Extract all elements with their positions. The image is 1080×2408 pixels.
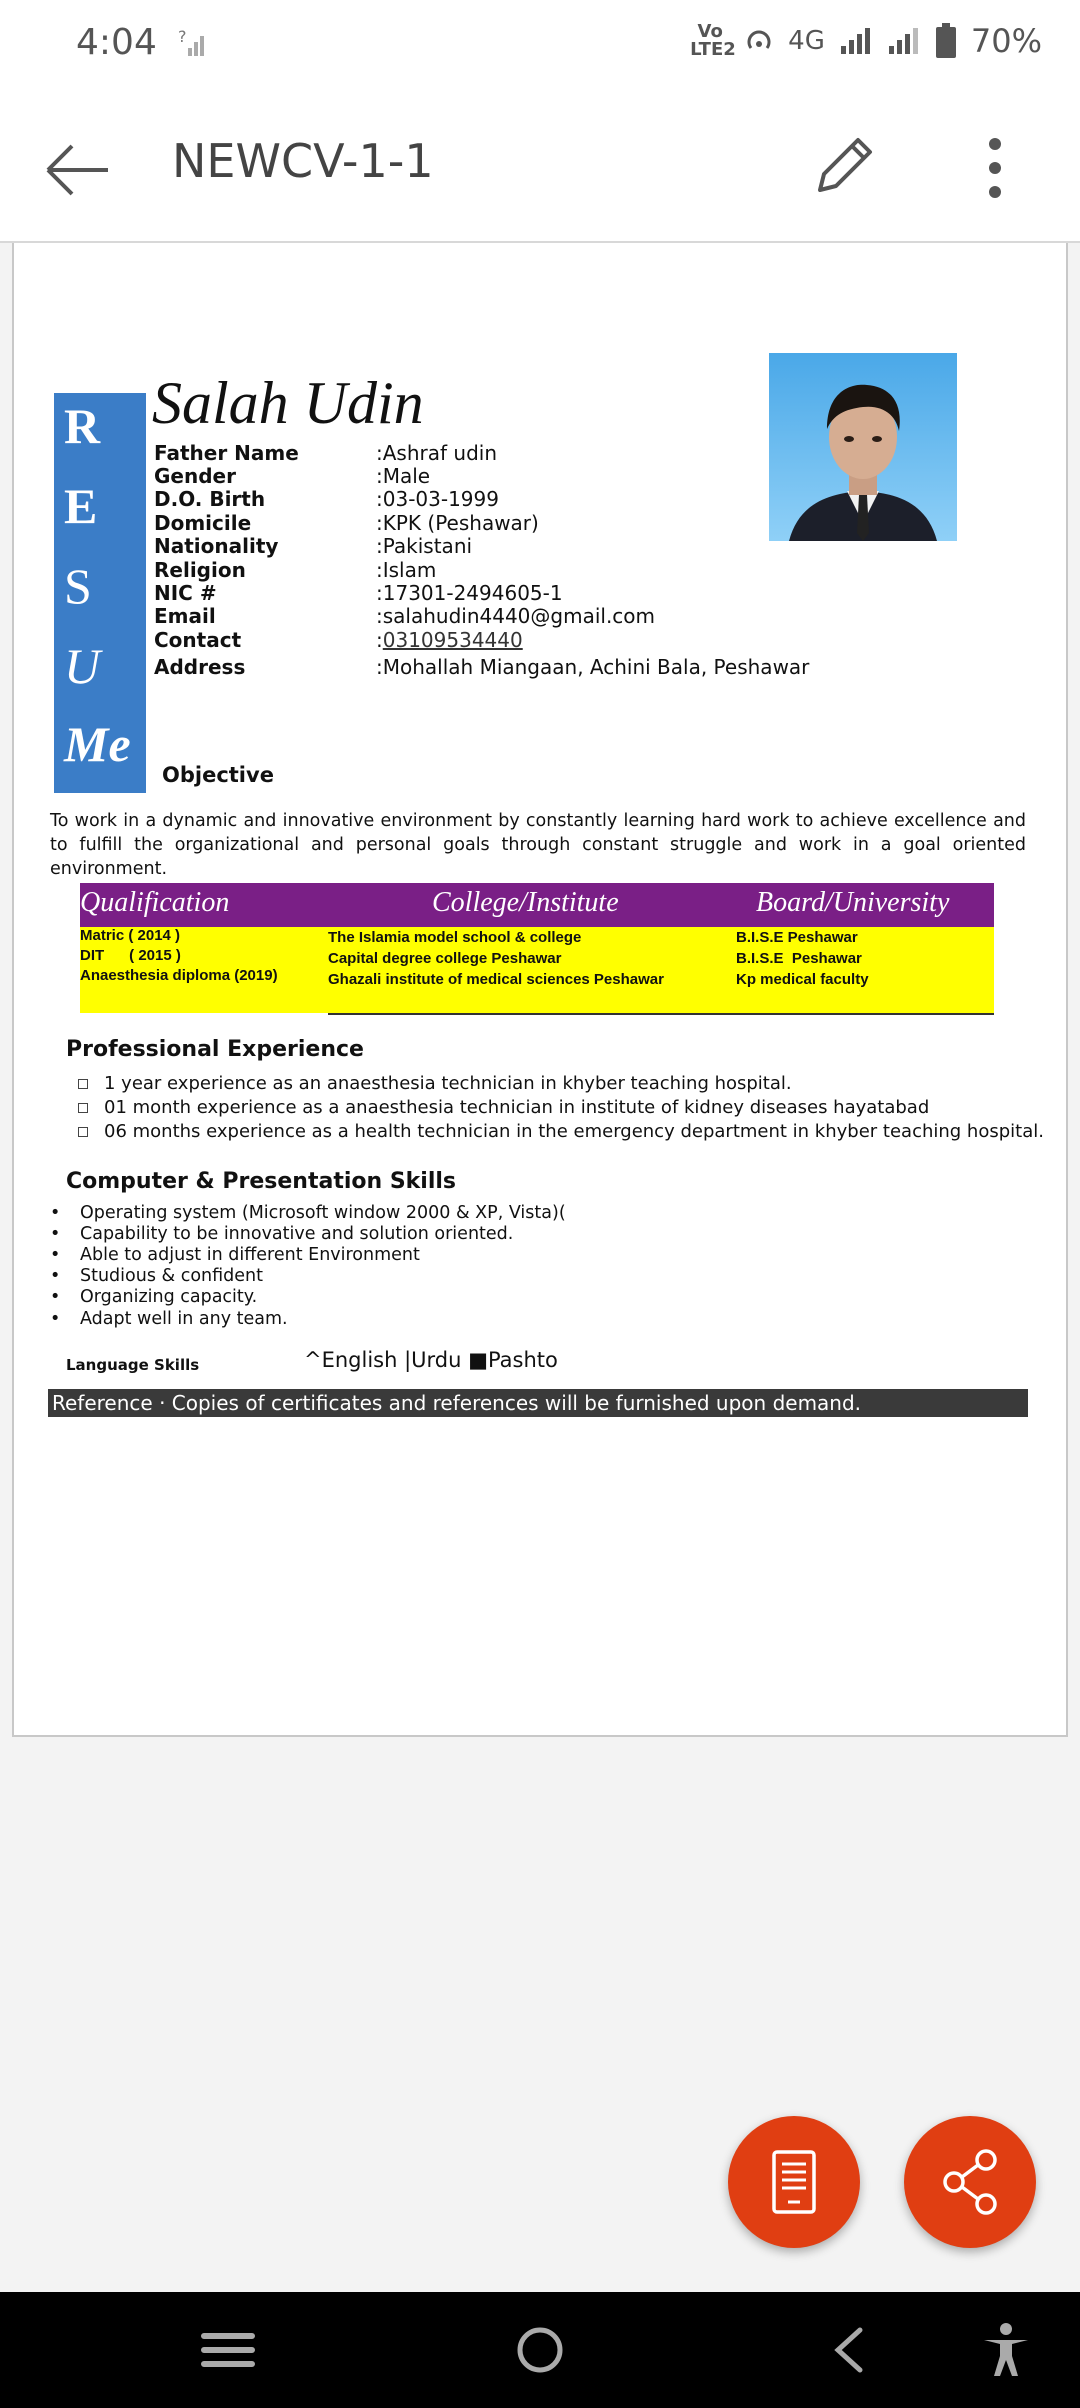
qualification-table-header: [80, 883, 994, 927]
experience-text: 06 months experience as a health technician in the emergency department in khyber teaching hospital.: [104, 1121, 1044, 1142]
info-value: :Islam: [376, 558, 437, 582]
document-icon: [728, 2116, 860, 2248]
info-label: Email: [154, 604, 216, 628]
resume-side-bar: [54, 393, 146, 793]
qual-header-board: Board/University: [756, 887, 950, 918]
language-value: ^English |Urdu ■Pashto: [304, 1348, 558, 1372]
checkbox-bullet-icon: [78, 1079, 88, 1089]
skill-text: Organizing capacity.: [80, 1287, 258, 1307]
qual-cell: B.I.S.E Peshawar: [736, 929, 858, 946]
system-nav-bar: [0, 2292, 1080, 2408]
status-bar: [0, 0, 1080, 90]
bullet-icon: •: [50, 1203, 61, 1223]
qual-cell: Ghazali institute of medical sciences Peshawar: [328, 971, 664, 988]
qualification-table: [80, 883, 994, 1013]
signal-icon-2: [887, 26, 921, 56]
pencil-icon[interactable]: [800, 126, 884, 210]
skill-text: Studious & confident: [80, 1266, 263, 1286]
info-value: :Ashraf udin: [376, 441, 497, 465]
info-label: D.O. Birth: [154, 487, 266, 511]
battery-percent: 70%: [970, 22, 1042, 60]
info-value: :salahudin4440@gmail.com: [376, 604, 656, 628]
contact-prefix: :: [376, 628, 383, 652]
info-value: :KPK (Peshawar): [376, 511, 539, 535]
objective-heading: Objective: [162, 763, 274, 787]
recents-icon[interactable]: [198, 2320, 258, 2380]
qual-cell: Matric ( 2014 ): [80, 927, 181, 944]
info-value: :Male: [376, 464, 431, 488]
bullet-icon: •: [50, 1287, 61, 1307]
skill-item: [50, 1287, 257, 1307]
skill-item: [50, 1266, 263, 1286]
document-page[interactable]: [12, 243, 1068, 1737]
checkbox-bullet-icon: [78, 1103, 88, 1113]
experience-heading: Professional Experience: [66, 1037, 364, 1062]
bullet-icon: •: [50, 1224, 61, 1244]
share-button[interactable]: [904, 2116, 1036, 2248]
skill-text: Adapt well in any team.: [80, 1309, 288, 1329]
qual-cell: B.I.S.E Peshawar: [736, 950, 862, 967]
info-label: NIC #: [154, 581, 217, 605]
qual-cell: DIT ( 2015 ): [80, 947, 181, 964]
contact-link[interactable]: 03109534440: [382, 628, 523, 652]
network-type: 4G: [788, 26, 825, 56]
bullet-icon: •: [50, 1266, 61, 1286]
volte-indicator: Vo LTE2: [690, 21, 736, 60]
skills-heading: Computer & Presentation Skills: [66, 1169, 457, 1194]
info-value: :17301-2494605-1: [376, 581, 563, 605]
qual-cell: Capital degree college Peshawar: [328, 950, 562, 967]
qualification-table-body: [80, 927, 994, 1013]
skill-item: [50, 1224, 513, 1244]
info-label: Address: [154, 655, 246, 679]
share-icon: [904, 2116, 1036, 2248]
skill-item: [50, 1309, 288, 1329]
language-label: Language Skills: [66, 1356, 200, 1374]
skill-item: [50, 1245, 420, 1265]
battery-icon: [935, 23, 957, 59]
signal-icon: [839, 26, 873, 56]
info-value: :Pakistani: [376, 534, 473, 558]
info-value: [376, 628, 523, 652]
info-label: Gender: [154, 464, 236, 488]
side-letter-u: U: [64, 638, 101, 694]
accessibility-icon[interactable]: [976, 2320, 1036, 2380]
side-letter-e: E: [64, 478, 98, 534]
side-letter-r: R: [64, 398, 101, 454]
skill-text: Capability to be innovative and solution oriented.: [80, 1224, 514, 1244]
side-letter-me: Me: [64, 716, 131, 772]
hotspot-icon: [744, 26, 774, 56]
experience-text: 01 month experience as a anaesthesia technician in institute of kidney diseases hayatabad: [104, 1097, 930, 1118]
cv-name: Salah Udin: [152, 370, 424, 436]
back-icon[interactable]: [820, 2320, 880, 2380]
objective-text: To work in a dynamic and innovative environment by constantly learning hard work to achieve excellence and to fulfill the organizational and personal goals through constant struggle and work in a goal oriented environment.: [50, 811, 1026, 879]
side-letter-s: S: [64, 558, 92, 614]
svg-text:?: ?: [178, 27, 187, 46]
profile-photo: [769, 353, 957, 541]
info-label: Nationality: [154, 534, 279, 558]
qual-header-qualification: Qualification: [80, 887, 230, 918]
experience-item: [78, 1121, 1044, 1142]
qual-header-college: College/Institute: [432, 887, 619, 918]
bullet-icon: •: [50, 1309, 61, 1329]
info-label: Contact: [154, 628, 242, 652]
info-label: Domicile: [154, 511, 252, 535]
info-label: Father Name: [154, 441, 299, 465]
info-label: Religion: [154, 558, 246, 582]
qual-cell: Kp medical faculty: [736, 971, 869, 988]
app-bar: [0, 90, 1080, 242]
status-time: 4:04: [76, 22, 157, 63]
document-title: NEWCV-1-1: [172, 134, 434, 188]
more-vert-icon[interactable]: [960, 126, 1030, 210]
status-indicators: [690, 22, 1042, 60]
no-signal-icon: [178, 26, 208, 58]
qual-cell: Anaesthesia diploma (2019): [80, 967, 278, 984]
qual-cell: The Islamia model school & college: [328, 929, 582, 946]
info-value: :Mohallah Miangaan, Achini Bala, Peshawar: [376, 655, 810, 679]
skill-text: Operating system (Microsoft window 2000 & XP, Vista)(: [80, 1203, 566, 1223]
info-value: :03-03-1999: [376, 487, 499, 511]
bullet-icon: •: [50, 1245, 61, 1265]
skill-item: [50, 1203, 566, 1223]
reference-bar: Reference · Copies of certificates and references will be furnished upon demand.: [48, 1389, 1028, 1417]
checkbox-bullet-icon: [78, 1127, 88, 1137]
qualification-table-underline: [328, 1013, 994, 1015]
home-icon[interactable]: [510, 2320, 570, 2380]
skill-text: Able to adjust in different Environment: [80, 1245, 420, 1265]
experience-item: [78, 1073, 792, 1094]
back-arrow-icon[interactable]: [40, 130, 120, 210]
experience-item: [78, 1097, 929, 1118]
document-view-button[interactable]: [728, 2116, 860, 2248]
experience-text: 1 year experience as an anaesthesia technician in khyber teaching hospital.: [104, 1073, 792, 1094]
